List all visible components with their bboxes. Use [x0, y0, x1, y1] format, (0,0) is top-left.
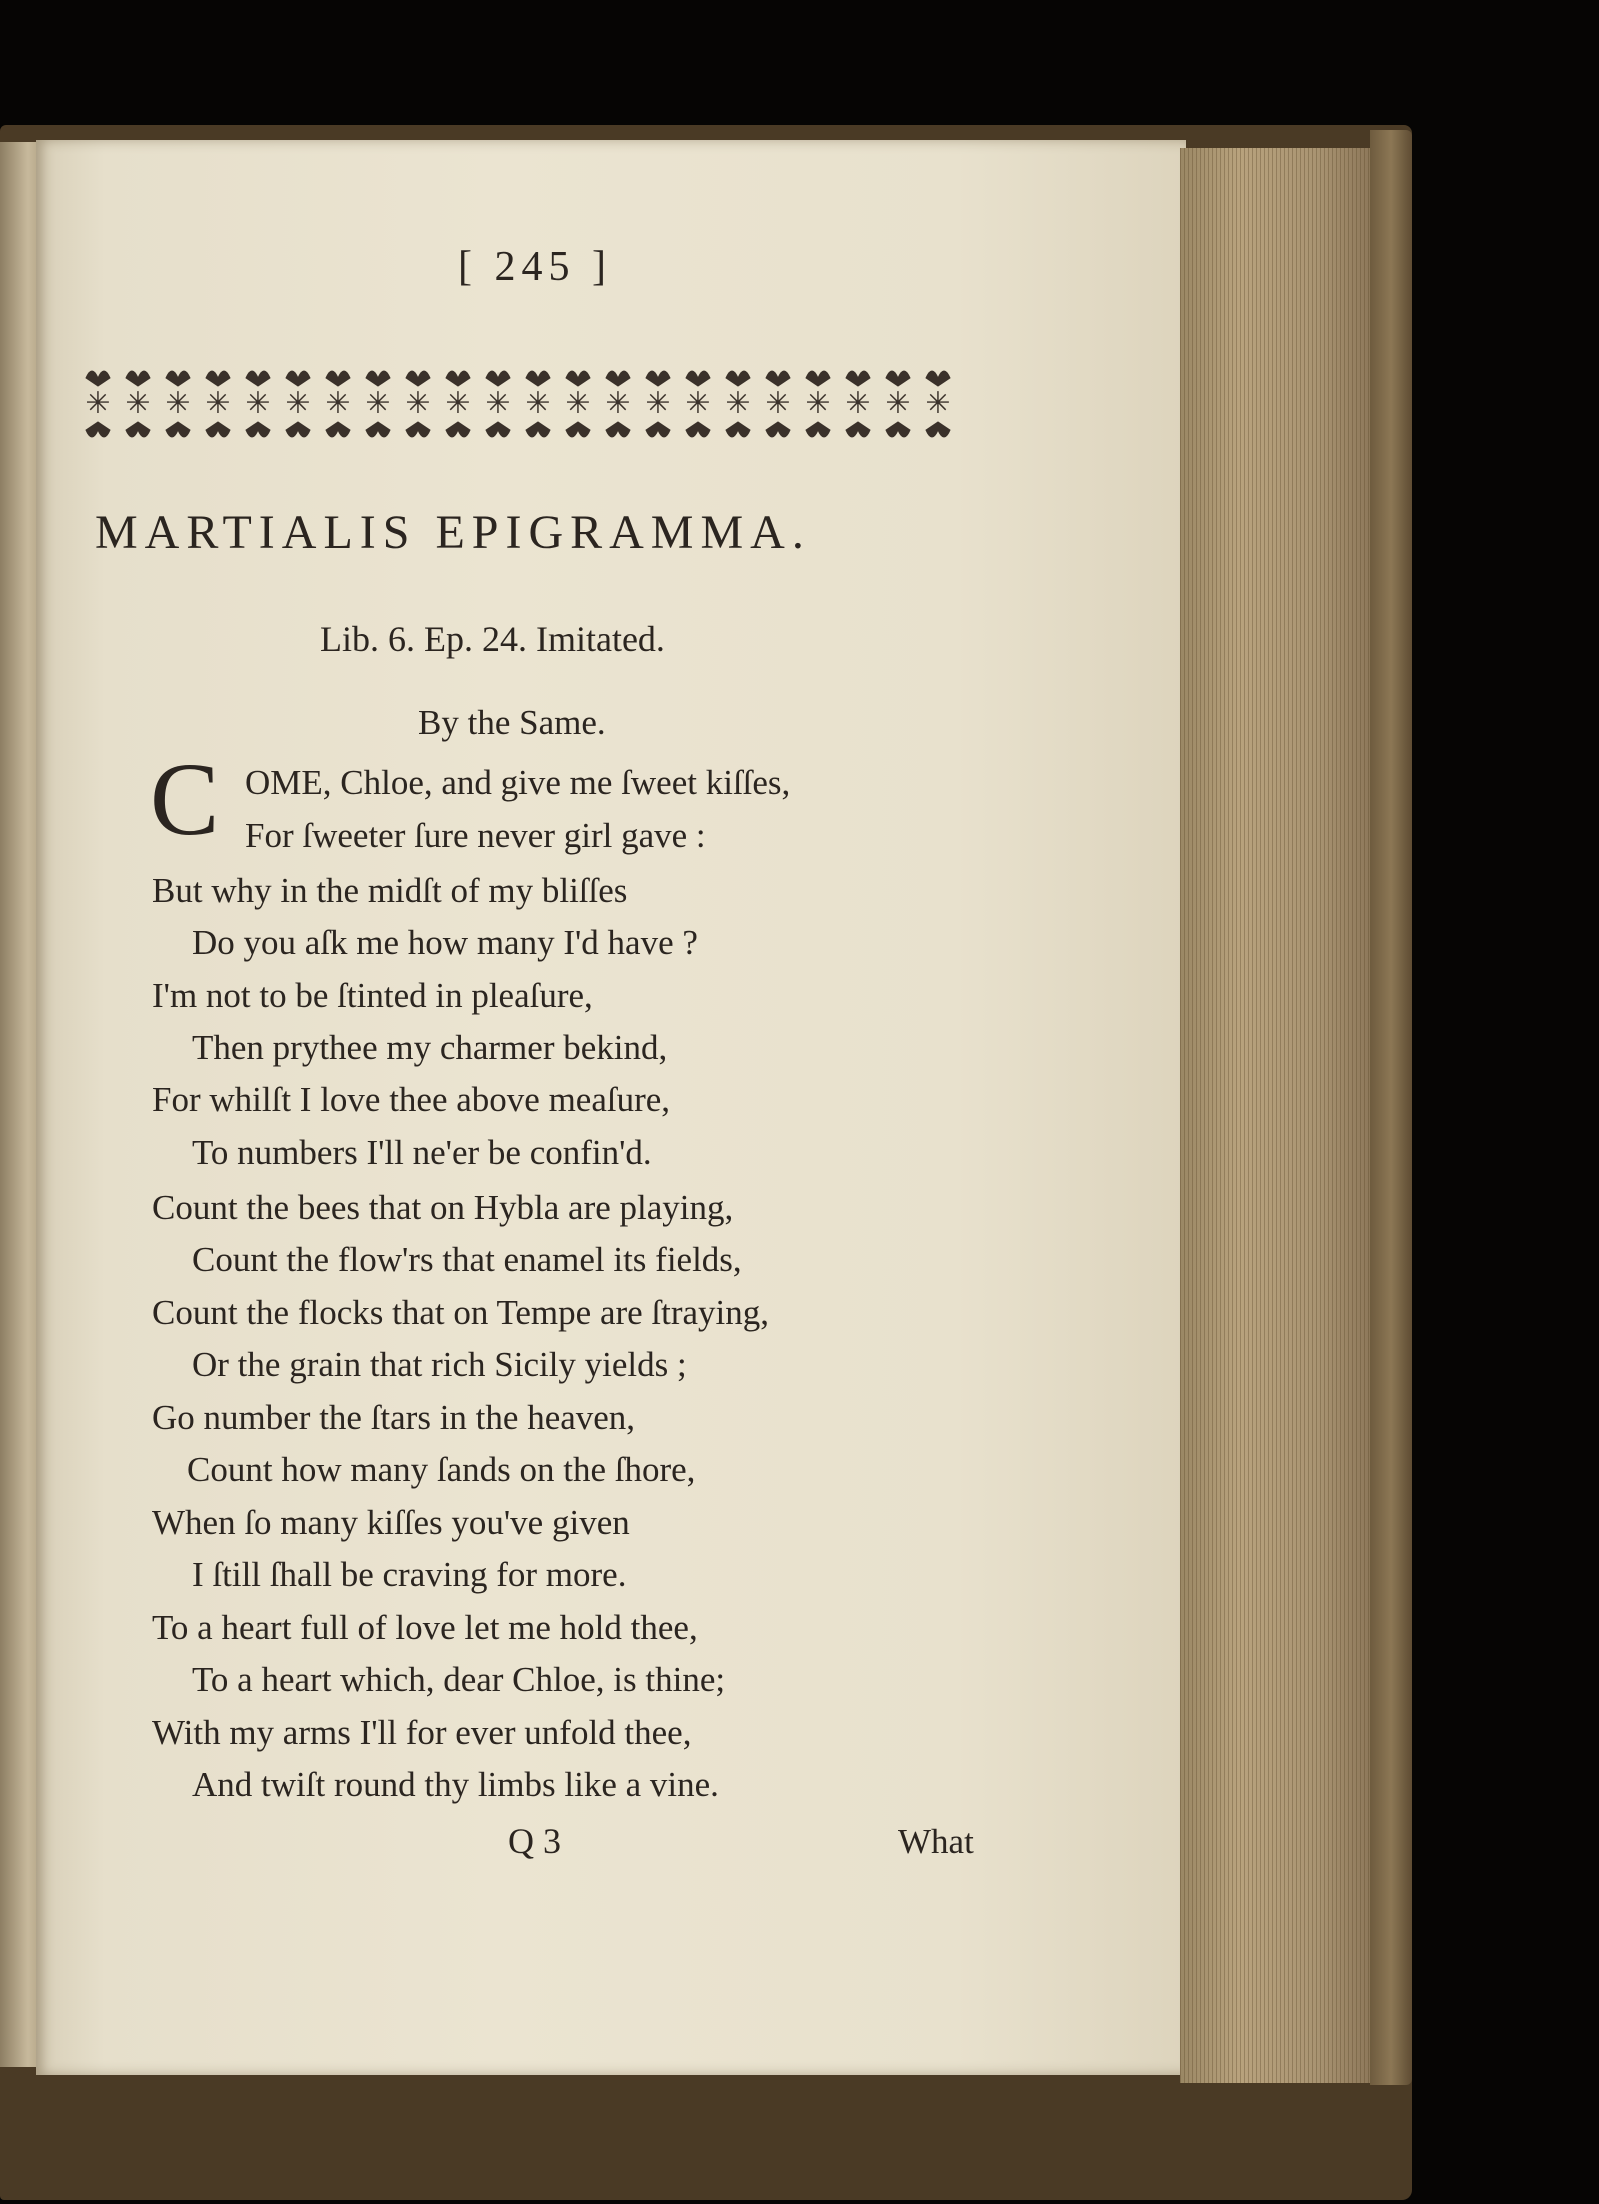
fleuron-bottom — [846, 422, 870, 437]
fleuron-bottom — [766, 422, 790, 437]
fleuron-bottom — [326, 422, 350, 437]
fleuron-bottom — [206, 422, 230, 437]
fleuron-star: ✳ — [685, 387, 711, 420]
fleuron-star: ✳ — [365, 387, 391, 420]
fleuron-star: ✳ — [845, 387, 871, 420]
fleuron-top — [326, 371, 350, 386]
fleuron-top — [406, 371, 430, 386]
facing-page-edge — [0, 142, 40, 2067]
fleuron-bottom — [166, 422, 190, 437]
poem-line: Do you aſk me how many I'd have ? — [192, 923, 698, 962]
poem-line: When ſo many kiſſes you've given — [152, 1503, 630, 1542]
fleuron-star: ✳ — [925, 387, 951, 420]
fleuron-top — [86, 371, 110, 386]
fleuron-star: ✳ — [805, 387, 831, 420]
fleuron-top — [686, 371, 710, 386]
fleuron-bottom — [526, 422, 550, 437]
catchword: What — [898, 1822, 974, 1861]
fleuron-top — [766, 371, 790, 386]
fleuron-star: ✳ — [485, 387, 511, 420]
page-number: [ 245 ] — [458, 244, 612, 290]
fleuron-bottom — [926, 422, 950, 437]
fleuron-top — [846, 371, 870, 386]
fleuron-bottom — [446, 422, 470, 437]
poem-line: Count the flow'rs that enamel its fields, — [192, 1240, 742, 1279]
fleuron-top — [726, 371, 750, 386]
fleuron-bottom — [886, 422, 910, 437]
fleuron-star: ✳ — [405, 387, 431, 420]
poem-line: I'm not to be ſtinted in pleaſure, — [152, 976, 593, 1015]
fleuron-star: ✳ — [885, 387, 911, 420]
fleuron-bottom — [246, 422, 270, 437]
fleuron-star: ✳ — [245, 387, 271, 420]
cover-edge — [1370, 130, 1412, 2085]
fleuron-star: ✳ — [725, 387, 751, 420]
byline: By the Same. — [418, 703, 606, 742]
fleuron-top — [926, 371, 950, 386]
drop-cap: C — [150, 742, 220, 857]
fleuron-bottom — [126, 422, 150, 437]
fleuron-star: ✳ — [285, 387, 311, 420]
page-fore-edge — [1180, 148, 1375, 2083]
poem-line: For ſweeter ſure never girl gave : — [245, 816, 706, 855]
poem-line: For whilſt I love thee above meaſure, — [152, 1080, 671, 1119]
poem-subtitle: Lib. 6. Ep. 24. Imitated. — [320, 619, 665, 659]
fleuron-top — [566, 371, 590, 386]
fleuron-top — [246, 371, 270, 386]
fleuron-bottom — [86, 422, 110, 437]
fleuron-top — [206, 371, 230, 386]
signature-mark: Q 3 — [508, 1821, 561, 1861]
fleuron-star: ✳ — [765, 387, 791, 420]
poem-line: I ſtill ſhall be craving for more. — [192, 1555, 627, 1594]
fleuron-star: ✳ — [565, 387, 591, 420]
fleuron-star: ✳ — [645, 387, 671, 420]
poem-line: Or the grain that rich Sicily yields ; — [192, 1345, 687, 1384]
poem-line: Count the bees that on Hybla are playing, — [152, 1188, 734, 1227]
decorative-ornament-band — [80, 358, 980, 448]
fleuron-top — [646, 371, 670, 386]
poem-line: But why in the midſt of my bliſſes — [152, 871, 628, 910]
poem-line: OME, Chloe, and give me ſweet kiſſes, — [245, 763, 791, 802]
fleuron-bottom — [486, 422, 510, 437]
fleuron-top — [286, 371, 310, 386]
fleuron-bottom — [646, 422, 670, 437]
fleuron-top — [886, 371, 910, 386]
fleuron-bottom — [406, 422, 430, 437]
fleuron-top — [366, 371, 390, 386]
fleuron-top — [606, 371, 630, 386]
poem-line: Then prythee my charmer bekind, — [192, 1028, 668, 1067]
fleuron-star: ✳ — [525, 387, 551, 420]
fleuron-top — [126, 371, 150, 386]
fleuron-top — [166, 371, 190, 386]
poem-title: MARTIALIS EPIGRAMMA. — [95, 506, 811, 559]
poem-line: Count how many ſands on the ſhore, — [187, 1450, 696, 1489]
fleuron-bottom — [606, 422, 630, 437]
fleuron-star: ✳ — [445, 387, 471, 420]
poem-line: To a heart which, dear Chloe, is thine; — [192, 1660, 726, 1699]
fleuron-star: ✳ — [165, 387, 191, 420]
poem-line: With my arms I'll for ever unfold thee, — [152, 1713, 692, 1752]
fleuron-bottom — [806, 422, 830, 437]
fleuron-star: ✳ — [205, 387, 231, 420]
fleuron-top — [806, 371, 830, 386]
poem-line: To a heart full of love let me hold thee, — [152, 1608, 698, 1647]
fleuron-star: ✳ — [605, 387, 631, 420]
fleuron-top — [486, 371, 510, 386]
poem-line: Go number the ſtars in the heaven, — [152, 1398, 636, 1437]
fleuron-bottom — [286, 422, 310, 437]
fleuron-bottom — [566, 422, 590, 437]
fleuron-bottom — [726, 422, 750, 437]
fleuron-star: ✳ — [125, 387, 151, 420]
fleuron-bottom — [686, 422, 710, 437]
poem-line: And twiſt round thy limbs like a vine. — [192, 1765, 719, 1804]
poem-line: Count the flocks that on Tempe are ſtraying, — [152, 1293, 770, 1332]
fleuron-star: ✳ — [85, 387, 111, 420]
fleuron-bottom — [366, 422, 390, 437]
fleuron-top — [446, 371, 470, 386]
fleuron-star: ✳ — [325, 387, 351, 420]
poem-line: To numbers I'll ne'er be confin'd. — [192, 1133, 652, 1172]
fleuron-top — [526, 371, 550, 386]
